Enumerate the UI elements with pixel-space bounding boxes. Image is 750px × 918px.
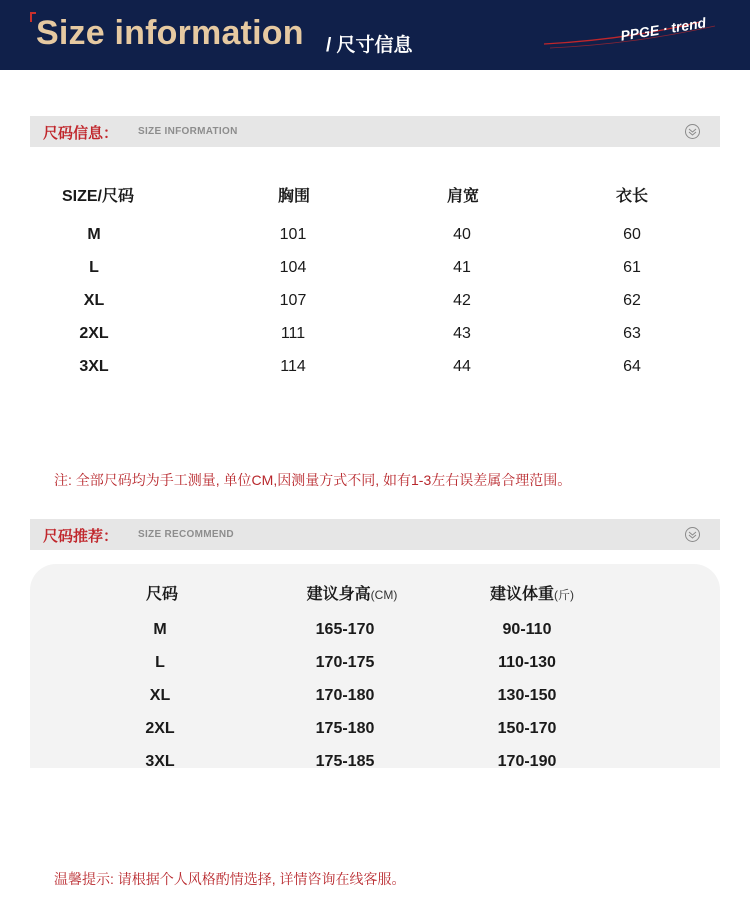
table-cell: 101	[279, 226, 307, 243]
column-header: SIZE/尺码	[61, 188, 134, 205]
column-header-unit: (CM)	[370, 588, 398, 602]
column-header-title: 尺码	[145, 586, 178, 603]
table-cell-size: XL	[83, 292, 105, 309]
size-recommend-bar	[30, 519, 720, 550]
column-header	[92, 581, 232, 604]
table-cell: 61	[623, 259, 641, 276]
table-cell-size: L	[155, 654, 165, 671]
table-cell: 175-185	[315, 753, 375, 770]
column-header: 肩宽	[446, 188, 479, 205]
table-cell: 170-175	[315, 654, 375, 671]
size-info-label: 尺码信息：	[43, 125, 119, 142]
page-title: Size information	[36, 14, 304, 52]
size-info-bar	[30, 116, 720, 147]
table-cell-size: 2XL	[79, 325, 109, 342]
table-cell-size: M	[153, 621, 167, 638]
table-cell-size: M	[87, 226, 101, 243]
table-cell: 111	[280, 325, 306, 342]
table-cell: 175-180	[315, 720, 375, 737]
table-cell: 104	[279, 259, 307, 276]
column-header	[462, 581, 602, 604]
column-header: 胸围	[277, 188, 310, 205]
table-cell: 43	[453, 325, 471, 342]
table-cell: 44	[453, 358, 471, 375]
table-cell: 130-150	[497, 687, 557, 704]
table-cell: 62	[623, 292, 641, 309]
header-banner	[0, 0, 750, 70]
table-cell: 40	[453, 226, 471, 243]
table-cell: 114	[280, 358, 306, 375]
table-cell: 60	[623, 226, 641, 243]
column-header-unit: (斤)	[554, 588, 574, 602]
table-cell: 90-110	[502, 621, 552, 638]
chevron-down-icon	[685, 527, 700, 542]
table-cell-size: XL	[149, 687, 171, 704]
table-cell: 165-170	[315, 621, 375, 638]
table-cell: 170-180	[315, 687, 375, 704]
table-cell: 41	[453, 259, 471, 276]
table-cell-size: 3XL	[79, 358, 109, 375]
table-cell: 150-170	[497, 720, 557, 737]
column-header: 衣长	[615, 188, 648, 205]
size-info-sub-label: SIZE INFORMATION	[138, 126, 238, 137]
column-header-title: 建议身高	[306, 586, 371, 603]
tip-note: 温馨提示: 请根据个人风格酌情选择, 详情咨询在线客服。	[54, 871, 406, 887]
table-cell-size: L	[89, 259, 99, 276]
table-cell-size: 3XL	[145, 753, 175, 770]
table-cell: 63	[623, 325, 641, 342]
size-recommend-label: 尺码推荐：	[43, 528, 119, 545]
table-cell-size: 2XL	[145, 720, 175, 737]
brand-logo: PPGE · trend	[619, 14, 708, 44]
size-recommend-sub-label: SIZE RECOMMEND	[138, 529, 234, 540]
page-title-cn: / 尺寸信息	[326, 35, 413, 56]
table-cell: 170-190	[497, 753, 557, 770]
table-cell: 107	[279, 292, 307, 309]
table-cell: 110-130	[498, 654, 556, 671]
column-header-title: 建议体重	[489, 586, 554, 603]
column-header	[282, 581, 422, 604]
chevron-down-icon	[685, 124, 700, 139]
table-cell: 42	[453, 292, 471, 309]
measurement-note: 注: 全部尺码均为手工测量, 单位CM,因测量方式不同, 如有1-3左右误差属合理范围。	[54, 472, 572, 488]
table-cell: 64	[623, 358, 641, 375]
